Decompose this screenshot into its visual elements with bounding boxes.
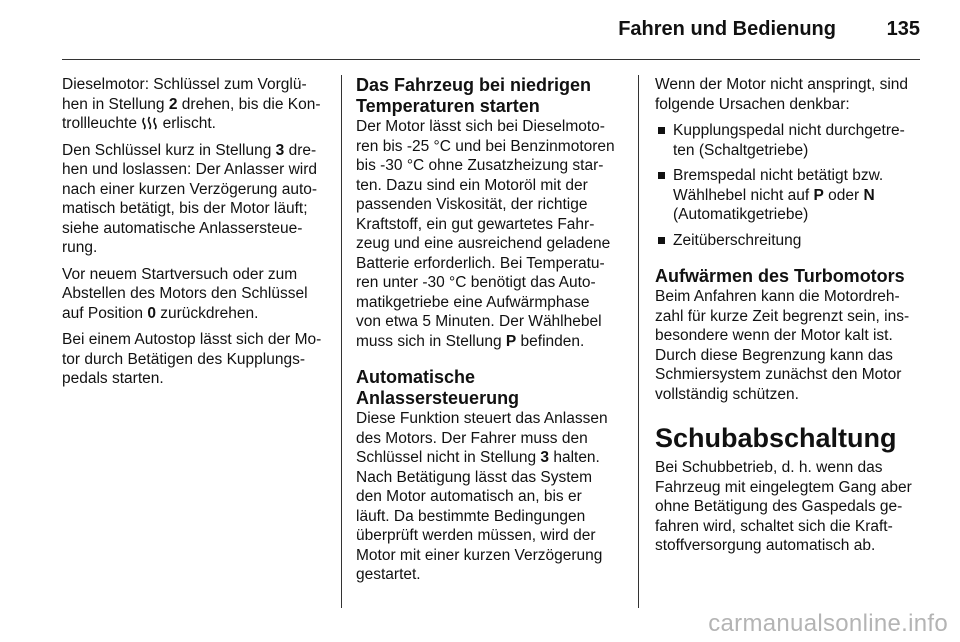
text-line: ren unter -30 °C benötigt das Auto- [356, 274, 596, 291]
text-line: passenden Viskosität, der richtige [356, 196, 588, 213]
paragraph-autostop [62, 330, 334, 389]
watermark: carmanualsonline.info [708, 610, 948, 637]
page-number: 135 [886, 18, 920, 40]
heading-fuel-cutoff: Schubabschaltung [655, 423, 897, 453]
text-line: matisch betätigt, bis der Motor läuft; [62, 200, 308, 217]
text-line: zeug und eine ausreichend geladene [356, 235, 611, 252]
paragraph-turbo-warmup [655, 287, 923, 404]
heading-auto-start: Automatische Anlassersteuerung [356, 367, 520, 408]
bullet-square-icon [658, 127, 665, 134]
bullet-square-icon [658, 172, 665, 179]
text-line: auf Position 0 zurückdrehen. [62, 304, 259, 322]
text-line: Den Schlüssel kurz in Stellung 3 dre- [62, 141, 317, 159]
text-line: von etwa 5 Minuten. Der Wählhebel [356, 313, 602, 330]
text-line: nach einer kurzen Verzögerung auto- [62, 180, 318, 198]
text-line: folgende Ursachen denkbar: [655, 95, 850, 113]
text-line: ohne Betätigung des Gaspedals ge- [655, 498, 903, 515]
text-line: den Motor automatisch an, bis er [356, 488, 582, 505]
text-line: zahl für kurze Zeit begrenzt sein, ins- [655, 307, 910, 325]
heading-turbo-warmup: Aufwärmen des Turbomotors [655, 266, 905, 286]
text-line: Vor neuem Startversuch oder zum [62, 265, 298, 283]
text-line: Bei Schubbetrieb, d. h. wenn das [655, 459, 883, 476]
page-title: Fahren und Bedienung [618, 18, 836, 40]
paragraph-start [62, 141, 334, 258]
text-line: muss sich in Stellung P befinden. [356, 332, 585, 350]
paragraph-retry [62, 265, 334, 324]
text-line: matikgetriebe eine Aufwärmphase [356, 293, 590, 311]
page-header [62, 18, 920, 46]
text-line: Diese Funktion steuert das Anlassen [356, 410, 608, 427]
text-line: besondere wenn der Motor kalt ist. [655, 327, 893, 344]
paragraph-auto-start [356, 409, 624, 585]
text-line: Schlüssel nicht in Stellung 3 halten. [356, 449, 600, 466]
text-line: läuft. Da bestimmte Bedingungen [356, 507, 586, 525]
paragraph-cold-start [356, 117, 624, 351]
text-line: Wenn der Motor nicht anspringt, sind [655, 76, 909, 93]
column-divider-1 [341, 75, 342, 608]
text-line: tor durch Betätigen des Kupplungs- [62, 350, 305, 368]
text-line: Abstellen des Motors den Schlüssel [62, 285, 308, 302]
text-line: Fahrzeug mit eingelegtem Gang aber [655, 478, 912, 496]
text-line: ren bis -25 °C und bei Benzinmotoren [356, 137, 615, 155]
text-line: Beim Anfahren kann die Motordreh- [655, 288, 900, 305]
list-item: Kupplungspedal nicht durchgetre- ten (Schaltgetriebe) [655, 121, 923, 160]
text-line: siehe automatische Anlassersteue- [62, 219, 303, 237]
text-line: Dieselmotor: Schlüssel zum Vorglü- [62, 76, 307, 93]
text-line: Der Motor lässt sich bei Dieselmoto- [356, 118, 605, 135]
column-2 [356, 75, 624, 592]
header-rule [62, 59, 920, 60]
paragraph-preglow [62, 75, 334, 134]
bullet-square-icon [658, 237, 665, 244]
text-line: trollleuchte erlischt. [62, 115, 216, 132]
text-line: ten. Dazu sind ein Motoröl mit der [356, 176, 588, 194]
text-line: vollständig schützen. [655, 385, 799, 403]
text-line: Nach Betätigung lässt das System [356, 468, 593, 486]
text-line: hen in Stellung 2 drehen, bis die Kon- [62, 95, 321, 113]
column-divider-2 [638, 75, 639, 608]
text-line: Kraftstoff, ein gut gewartetes Fahr- [356, 215, 595, 233]
list-item: Bremspedal nicht betätigt bzw. Wählhebel nicht auf P oder N (Automatikgetriebe) [655, 166, 923, 225]
text-line: hen und loslassen: Der Anlasser wird [62, 161, 318, 178]
text-line: Durch diese Begrenzung kann das [655, 346, 893, 364]
heading-cold-start: Das Fahrzeug bei niedrigen Temperaturen starten [356, 75, 592, 116]
column-3 [655, 75, 923, 563]
text-line: Batterie erforderlich. Bei Temperatu- [356, 254, 605, 272]
column-1 [62, 75, 334, 396]
paragraph-fuel-cutoff [655, 458, 923, 556]
text-line: gestartet. [356, 566, 421, 583]
text-line: Motor mit einer kurzen Verzögerung [356, 546, 603, 564]
preglow-indicator-icon [141, 116, 158, 130]
text-line: Schmiersystem zunächst den Motor [655, 366, 902, 383]
list-item: Zeitüberschreitung [655, 231, 923, 251]
text-line: fahren wird, schaltet sich die Kraft- [655, 517, 893, 535]
text-line: bis -30 °C ohne Zusatzheizung star- [356, 157, 604, 174]
text-line: überprüft werden müssen, wird der [356, 527, 596, 544]
text-line: des Motors. Der Fahrer muss den [356, 429, 588, 447]
text-line: pedals starten. [62, 370, 164, 387]
text-line: stoffversorgung automatisch ab. [655, 537, 876, 554]
paragraph-causes-intro [655, 75, 923, 114]
text-line: rung. [62, 239, 98, 256]
text-line: Bei einem Autostop lässt sich der Mo- [62, 331, 322, 348]
